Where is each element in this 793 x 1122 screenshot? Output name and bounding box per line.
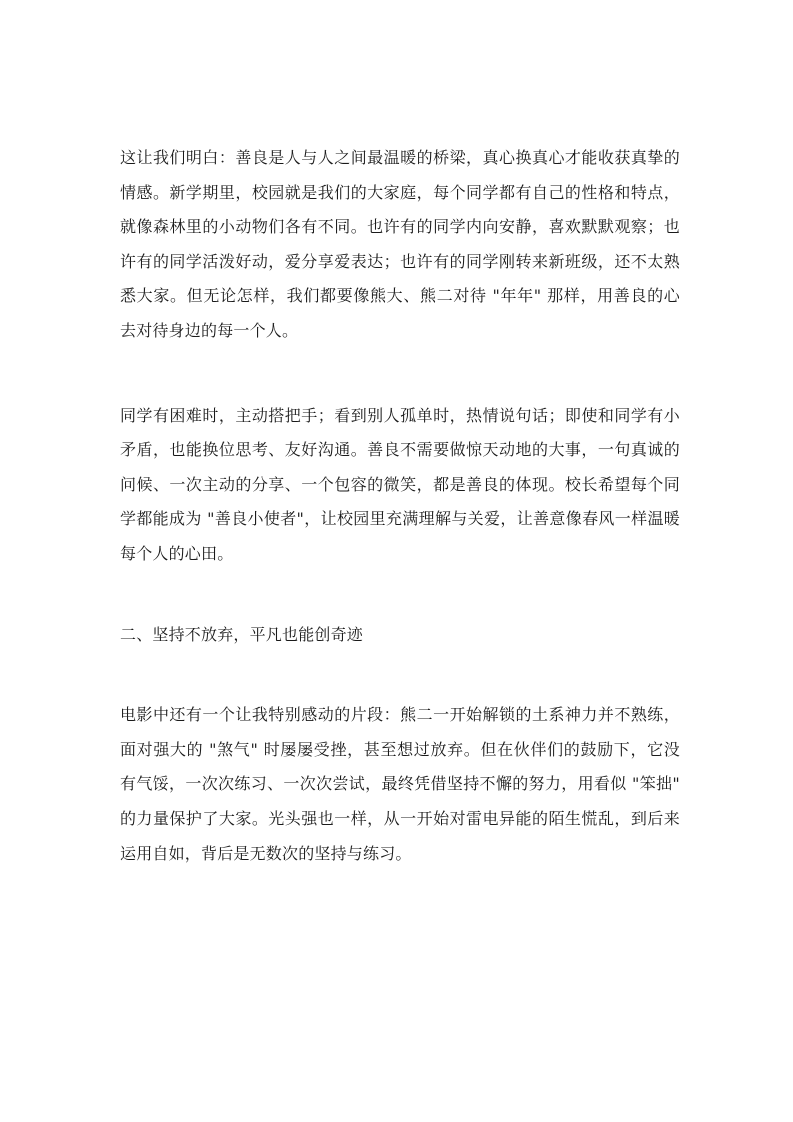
paragraph-perseverance: 电影中还有一个让我特别感动的片段：熊二一开始解锁的土系神力并不熟练，面对强大的 "煞气" 时屡屡受挫，甚至想过放弃。但在伙伴们的鼓励下，它没有气馁，一次次练习、一次次尝试，最终凭借坚持不懈的努力，用看似 "笨拙" 的力量保护了大家。光头强也一样，从一开始对雷电异能的陌生慌乱，到后来运用自如，背后是无数次的坚持与练习。 <box>120 705 680 863</box>
paragraph-spacer <box>120 572 680 618</box>
paragraph-spacer <box>120 652 680 698</box>
paragraph-kindness-bridge: 这让我们明白：善良是人与人之间最温暖的桥梁，真心换真心才能收获真挚的情感。新学期里，校园就是我们的大家庭，每个同学都有自己的性格和特点，就像森林里的小动物们各有不同。也许有的同学内向安静，喜欢默默观察；也许有的同学活泼好动，爱分享爱表达；也许有的同学刚转来新班级，还不太熟悉大家。但无论怎样，我们都要像熊大、熊二对待 "年年" 那样，用善良的心去对待身边的每一个人。 <box>120 148 680 340</box>
paragraph-kindness-actions: 同学有困难时，主动搭把手；看到别人孤单时，热情说句话；即使和同学有小矛盾，也能换位思考、友好沟通。善良不需要做惊天动地的大事，一句真诚的问候、一次主动的分享、一个包容的微笑，都是善良的体现。校长希望每个同学都能成为 "善良小使者"，让校园里充满理解与关爱，让善意像春风一样温暖每个人的心田。 <box>120 405 680 563</box>
document-body <box>120 141 680 871</box>
paragraph-spacer <box>120 349 680 399</box>
section-heading: 二、坚持不放弃，平凡也能创奇迹 <box>120 624 364 644</box>
